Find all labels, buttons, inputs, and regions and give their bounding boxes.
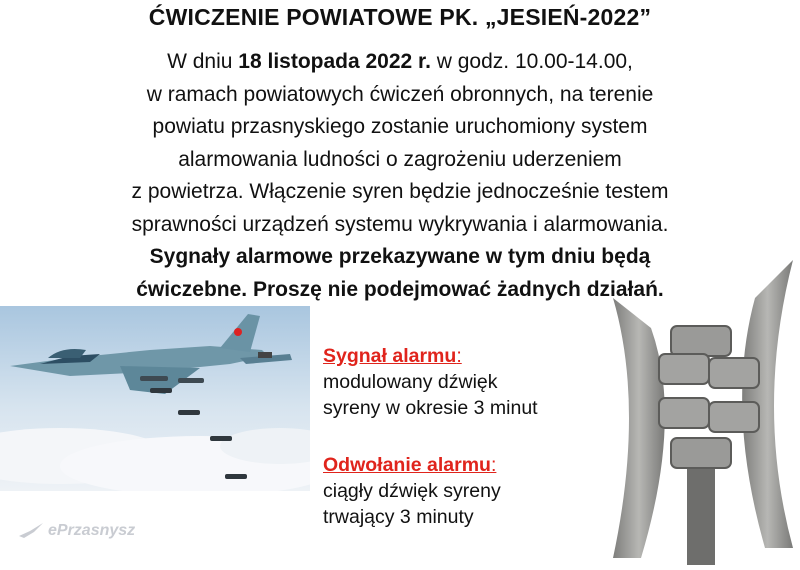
alarm-signal-heading-row bbox=[323, 343, 538, 369]
alarm-cancel-heading-row bbox=[323, 452, 501, 478]
alarm-cancel-colon: : bbox=[490, 454, 497, 476]
announcement-line-2: w ramach powiatowych ćwiczeń obronnych, na terenie bbox=[146, 82, 654, 106]
alarm-cancel-line-2: trwający 3 minuty bbox=[323, 506, 474, 528]
bird-logo-icon bbox=[18, 522, 44, 540]
event-hours: w godz. 10.00-14.00, bbox=[436, 50, 633, 73]
announcement-line-3: powiatu przasnyskiego zostanie uruchomiony system bbox=[152, 115, 648, 138]
alarm-signal-heading: Sygnał alarmu bbox=[323, 345, 457, 367]
alarm-signal-block bbox=[323, 343, 538, 421]
alarm-cancel-line-1: ciągły dźwięk syreny bbox=[323, 480, 501, 502]
alarm-cancel-block bbox=[323, 452, 501, 530]
announcement-line-5: z powietrza. Włączenie syren będzie jednocześnie testem bbox=[131, 180, 669, 203]
announcement-line-6: sprawności urządzeń systemu wykrywania i alarmowania. bbox=[131, 212, 669, 236]
warning-line-1: Sygnały alarmowe przekazywane w tym dniu będą bbox=[149, 245, 651, 268]
red-star bbox=[234, 328, 242, 336]
siren-photo bbox=[605, 258, 800, 565]
jet-photo bbox=[0, 306, 310, 491]
watermark bbox=[18, 522, 135, 540]
jet-illustration bbox=[0, 306, 310, 491]
page-title: ĆWICZENIE POWIATOWE PK. „JESIEŃ-2022” bbox=[148, 4, 652, 30]
warning-line-2: ćwiczebne. Proszę nie podejmować żadnych działań. bbox=[136, 277, 664, 301]
alarm-signal-line-2: syreny w okresie 3 minut bbox=[323, 397, 538, 419]
alarm-cancel-heading: Odwołanie alarmu bbox=[323, 454, 491, 476]
announcement-line-1 bbox=[20, 46, 780, 79]
alarm-signal-line-1: modulowany dźwięk bbox=[323, 371, 498, 393]
event-date: 18 listopada 2022 r. bbox=[238, 50, 431, 73]
announcement-line-4: alarmowania ludności o zagrożeniu uderzeniem bbox=[178, 147, 622, 171]
watermark-text: ePrzasnysz bbox=[48, 522, 136, 539]
alarm-signal-colon: : bbox=[456, 345, 462, 367]
date-prefix: W dniu bbox=[167, 50, 233, 73]
siren-illustration bbox=[605, 258, 800, 565]
